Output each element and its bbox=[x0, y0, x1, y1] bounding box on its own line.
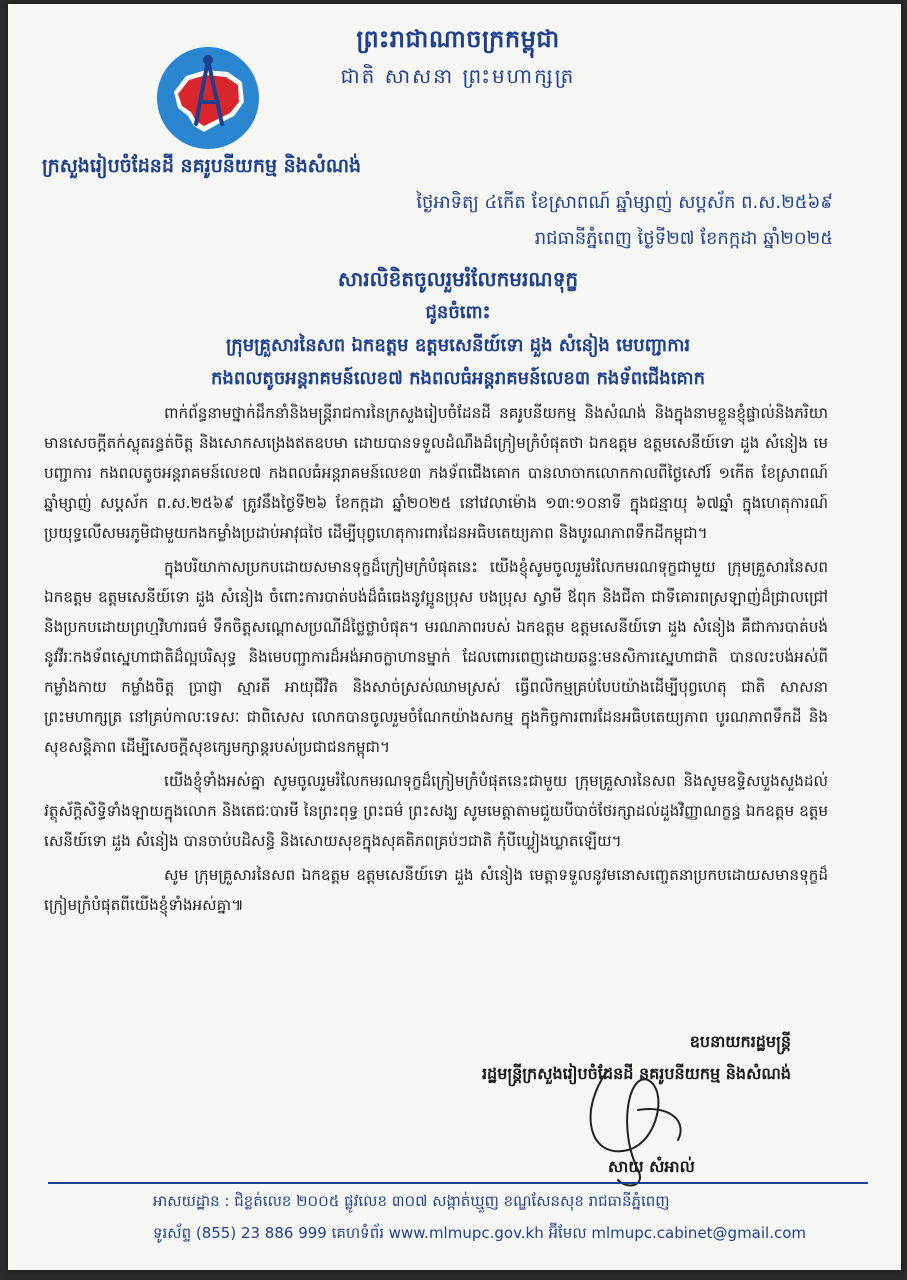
paragraph-1: ពាក់ព័ន្ធនាមថ្នាក់ដឹកនាំនិងមន្ត្រីរាជការនៃក្រសួងរៀបចំដែនដី នគរូបនីយកម្ម និងសំណង់ និងក្នុងនាមខ្លួនខ្ញុំផ្ទាល់និងភរិយា មានសេចក្តីតក់ស្លុតរន្ធត់ចិត្ត និងសោកសង្រេងឥតឧបមា ដោយបានទទួលដំណឹងដ៏ក្រៀមក្រំបំផុតថា ឯកឧត្តម ឧត្តមសេនីយ៍ទោ ដួង សំនៀង មេបញ្ជាការ កងពលតូចអន្តរាគមន៍លេខ៧ កងពលធំអន្តរាគមន៍លេខ៣ កងទ័ពជើងគោក បានលាចាកលោកកាលពីថ្ងៃសៅរ៍ ១កើត ខែស្រាពណ៍ ឆ្នាំម្សាញ់ សប្តស័ក ព.ស.២៥៦៩ ត្រូវនឹងថ្ងៃទី២៦ ខែកក្កដា ឆ្នាំ២០២៥ នៅវេលាម៉ោង ១៣:១០នាទី ក្នុងជន្មាយុ ៦៧ឆ្នាំ ក្នុងហេតុការណ៍ប្រយុទ្ធលើសមរភូមិជាមួយកងកម្លាំងប្រដាប់អាវុធថៃ ដើម្បីបុព្វហេតុការពារដែនអធិបតេយ្យភាព និងបូរណភាពទឹកដីកម្ពុជា។ bbox=[44, 404, 828, 542]
solar-date: រាជធានីភ្នំពេញ ថ្ងៃទី២៧ ខែកក្កដា ឆ្នាំ២០២៥ bbox=[534, 228, 833, 249]
footer-address: អាសយដ្ឋាន : ជិខ្លត់លេខ ២០០៥ ផ្លូវលេខ ៣០៧ សង្កាត់ឃ្មួញ ខណ្ឌសែនសុខ រាជធានីភ្នំពេញ bbox=[153, 1192, 670, 1210]
signatory-name: សាយ សំអាល់ bbox=[608, 1157, 695, 1176]
title-line-3: ក្រុមគ្រួសារនៃសព ឯកឧត្តម ឧត្តមសេនីយ៍ទោ ដួង សំនៀង មេបញ្ជាការ bbox=[225, 335, 691, 356]
paragraph-4: សូម ក្រុមគ្រួសារនៃសព ឯកឧត្តម ឧត្តមសេនីយ៍ទោ ដួង សំនៀង មេត្តាទទួលនូវមនោសញ្ចេតនាប្រកបដោយសមានទុក្ខដ៏ក្រៀមក្រំបំផុតពីយើងខ្ញុំទាំងអស់គ្នា៕ bbox=[44, 866, 828, 914]
national-motto: ជាតិ សាសនា ព្រះមហាក្សត្រ bbox=[340, 64, 576, 88]
letter-body bbox=[44, 398, 828, 924]
footer-contact: ទូរស័ព្ទ (855) 23 886 999 គេហទំព័រ www.mlmupc.gov.kh អ៊ីមែល mlmupc.cabinet@gmail.com bbox=[153, 1224, 807, 1242]
lunar-date: ថ្ងៃអាទិត្យ ៤កើត ខែស្រាពណ៍ ឆ្នាំម្សាញ់ សប្តស័ក ព.ស.២៥៦៩ bbox=[416, 192, 833, 213]
letter-sheet bbox=[8, 4, 901, 1270]
paragraph-2: ក្នុងបរិយាកាសប្រកបដោយសមានទុក្ខដ៏ក្រៀមក្រំបំផុតនេះ យើងខ្ញុំសូមចូលរួមរំលែកមរណទុក្ខជាមួយ ក្រុមគ្រួសារនៃសព ឯកឧត្តម ឧត្តមសេនីយ៍ទោ ដួង សំនៀង ចំពោះការបាត់បង់ដ៏ធំធេងនូវប្អូនប្រុស បងប្រុស ស្វាមី ឪពុក និងជីតា ជាទីគោរពស្រឡាញ់ដ៏ជ្រាលជ្រៅ និងប្រកបដោយព្រហ្មវិហារធម៌ ទឹកចិត្តសណ្តោសប្រណីដ៏ថ្លៃថ្លាបំផុត។ មរណភាពរបស់ ឯកឧត្តម ឧត្តមសេនីយ៍ទោ ដួង សំនៀង គឺជាការបាត់បង់នូវវីរៈកងទ័ពស្នេហាជាតិដ៏ល្អបរិសុទ្ធ និងមេបញ្ជាការដ៏អង់អាចក្លាហានម្នាក់ ដែលពោរពេញដោយឆន្ទៈមនសិការស្នេហាជាតិ បានលះបង់អស់ពីកម្លាំងកាយ កម្លាំងចិត្ត ប្រាជ្ញា ស្មារតី អាយុជីវិត និងសាច់ស្រស់ឈាមស្រស់ ធ្វើពលិកម្មគ្រប់បែបយ៉ាងដើម្បីបុព្វហេតុ ជាតិ សាសនា ព្រះមហាក្សត្រ នៅគ្រប់កាលៈទេសៈ ជាពិសេស លោកបានចូលរួមចំណែកយ៉ាងសកម្ម ក្នុងកិច្ចការពារដែនអធិបតេយ្យភាព បូរណភាពទឹកដី និងសុខសន្តិភាព ដើម្បីសេចក្តីសុខក្សេមក្សាន្តរបស់ប្រជាជនកម្ពុជា។ bbox=[44, 558, 828, 756]
kingdom-name: ព្រះរាជាណាចក្រកម្ពុជា bbox=[356, 25, 560, 53]
ministry-logo-icon bbox=[156, 46, 260, 150]
ministry-name: ក្រសួងរៀបចំដែនដី នគរូបនីយកម្ម និងសំណង់ bbox=[42, 155, 362, 177]
signatory-position-2: រដ្ឋមន្ត្រីក្រសួងរៀបចំដែនដី នគរូបនីយកម្ម និងសំណង់ bbox=[481, 1064, 791, 1083]
signatory-position-1: ឧបនាយករដ្ឋមន្ត្រី bbox=[689, 1032, 791, 1051]
title-line-2: ជូនចំពោះ bbox=[425, 302, 491, 323]
paragraph-3: យើងខ្ញុំទាំងអស់គ្នា សូមចូលរួមរំលែកមរណទុក្ខដ៏ក្រៀមក្រំបំផុតនេះជាមួយ ក្រុមគ្រួសារនៃសព និងសូមឧទ្ទិសបួងសួងដល់វត្ថុស័ក្តិសិទ្ធិទាំងឡាយក្នុងលោក និងតេជៈបារមី នៃព្រះពុទ្ធ ព្រះធម៌ ព្រះសង្ឃ សូមមេត្តាតាមជួយបីបាច់ថែរក្សាដល់ដួងវិញ្ញាណក្ខន្ធ ឯកឧត្តម ឧត្តមសេនីយ៍ទោ ដួង សំនៀង បានចាប់បដិសន្ធិ និងសោយសុខក្នុងសុគតិភពគ្រប់ៗជាតិ កុំបីឃ្លៀងឃ្លាតឡើយ។ bbox=[44, 772, 828, 850]
title-line-4: កងពលតូចអន្តរាគមន៍លេខ៧ កងពលធំអន្តរាគមន៍លេខ៣ កងទ័ពជើងគោក bbox=[211, 368, 705, 389]
title-line-1: សារលិខិតចូលរួមរំលែកមរណទុក្ខ bbox=[337, 267, 579, 291]
footer-divider bbox=[48, 1182, 868, 1184]
kingdom-heading bbox=[308, 24, 608, 93]
letter-title bbox=[68, 266, 848, 393]
